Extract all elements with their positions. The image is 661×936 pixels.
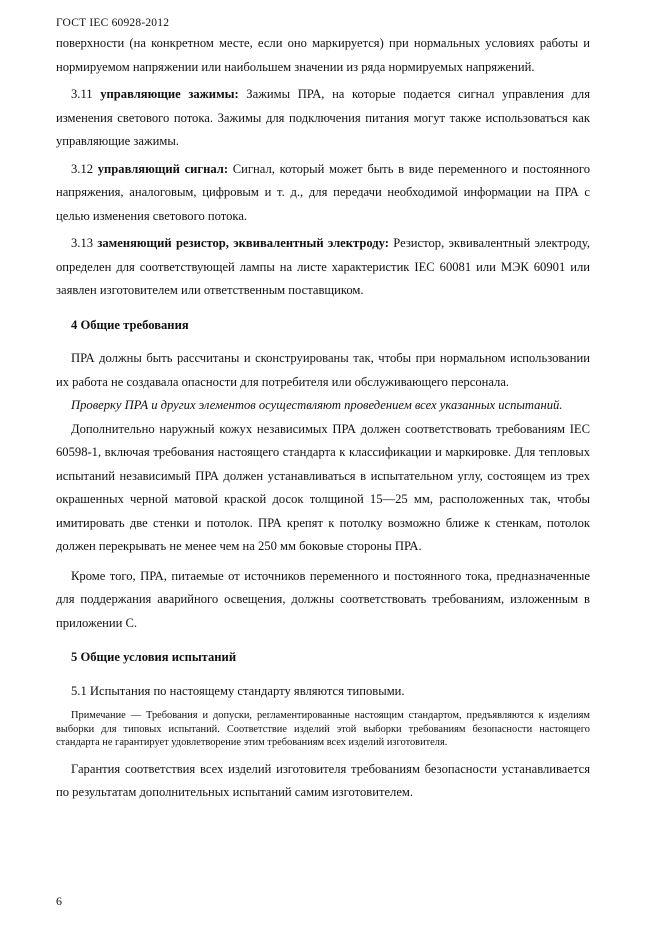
definition-number: 3.11 bbox=[71, 87, 93, 101]
page-body bbox=[56, 32, 590, 805]
running-header: ГОСТ IEC 60928-2012 bbox=[56, 17, 170, 29]
definition-text: Зажимы ПРА, на которые подается сигнал управления для изменения светового потока. Зажимы для подключения питания могут также использоваться как управляющие зажимы. bbox=[56, 87, 590, 148]
definition-text: Сигнал, который может быть в виде переменного и постоянного напряжения, аналоговым, цифровым и т. д., для передачи необходимой информации на ПРА с целью изменения светового потока. bbox=[56, 161, 590, 223]
clause-5-1: 5.1 Испытания по настоящему стандарту являются типовыми. bbox=[71, 683, 405, 698]
definition-number: 3.12 bbox=[71, 161, 94, 176]
definition-term: управляющий сигнал: bbox=[97, 161, 229, 176]
section-5-heading: 5 Общие условия испытаний bbox=[71, 650, 237, 664]
definition-3-13 bbox=[56, 232, 590, 303]
section-5-paragraph-2: Гарантия соответствия всех изделий изготовителя требованиям безопасности устанавливается по результатам дополнительных испытаний самим изготовителем. bbox=[56, 761, 590, 799]
section-4-paragraph-3: Дополнительно наружный кожух независимых ПРА должен соответствовать требованиям IEC 60598-1, включая требования настоящего стандарта к классификации и маркировке. Для тепловых испытаний независимый ПРА должен устанавливаться в испытательном углу, состоящем из трех окрашенных черной матовой краской досок толщиной 15—25 мм, расположенных так, чтобы имитировать две стенки и потолок. ПРА крепят к потолку возможно ближе к стенкам, потолок должен перекрывать не менее чем на 250 мм боковые стороны ПРА. bbox=[56, 421, 590, 553]
definition-term: заменяющий резистор, эквивалентный электроду: bbox=[97, 236, 389, 250]
definition-number: 3.13 bbox=[71, 236, 94, 250]
page-number: 6 bbox=[56, 894, 62, 908]
definition-3-11 bbox=[56, 83, 590, 154]
section-4-paragraph-1: ПРА должны быть рассчитаны и сконструированы так, чтобы при нормальном использовании их работа не создавала опасности для потребителя или обслуживающего персонала. bbox=[56, 351, 590, 389]
note-paragraph: Примечание — Требования и допуски, регламентированные настоящим стандартом, предъявляются к изделиям выборки для типовых испытаний. Соответствие изделий этой выборки требованиям безопасности настоящего стандарта не гарантирует удовлетворение этим требованиям всех изделий изготовителя. bbox=[56, 710, 590, 748]
continued-paragraph: поверхности (на конкретном месте, если оно маркируется) при нормальных условиях работы и нормируемом напряжении или наибольшем значении из ряда нормируемых напряжений. bbox=[56, 36, 590, 74]
definition-text: Резистор, эквивалентный электроду, определен для соответствующей лампы на листе характеристик IEC 60081 или МЭК 60901 или заявлен изготовителем или ответственным поставщиком. bbox=[56, 236, 590, 297]
definition-term: управляющие зажимы: bbox=[100, 87, 239, 101]
definition-3-12 bbox=[56, 158, 590, 229]
section-4-verification-note: Проверку ПРА и других элементов осуществляют проведением всех указанных испытаний. bbox=[71, 398, 563, 412]
section-4-paragraph-4: Кроме того, ПРА, питаемые от источников переменного и постоянного тока, предназначенные для поддержания аварийного освещения, должны соответствовать требованиям, изложенным в приложении С. bbox=[56, 568, 590, 630]
section-4-heading: 4 Общие требования bbox=[71, 317, 189, 332]
